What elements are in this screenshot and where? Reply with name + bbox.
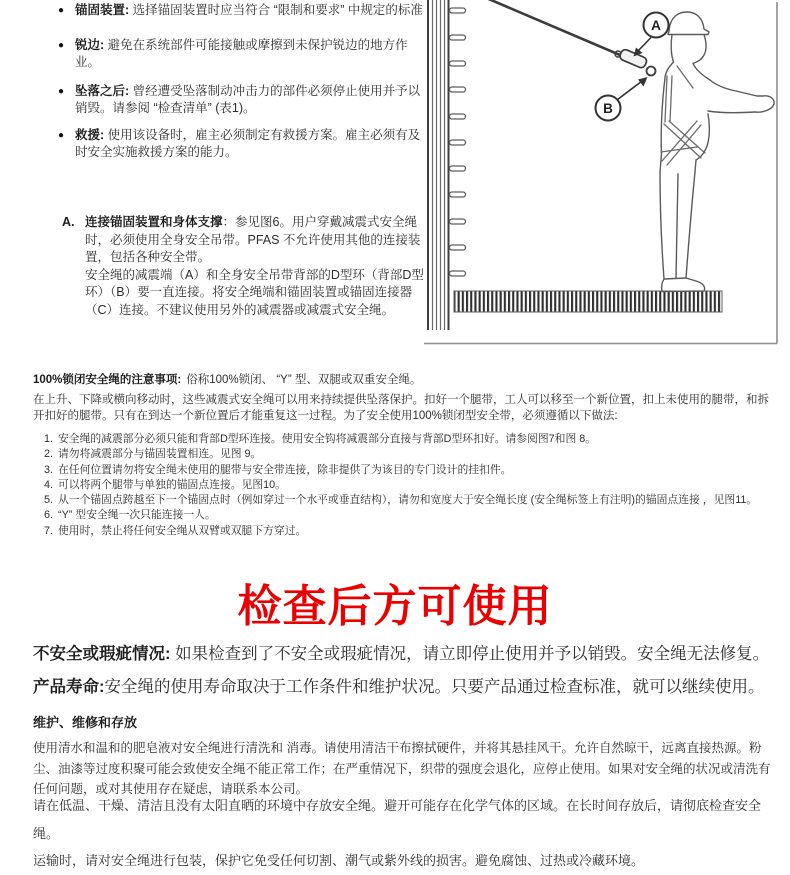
section-a-paragraph-1 [85,214,428,267]
bullet-lead: 救援: [75,128,105,142]
bullet-lead: 锚固装置: [75,3,130,17]
ground-hatch [454,291,722,312]
bullet-text [75,37,430,71]
leg-inner [676,174,678,278]
product-lifespan-line [33,677,781,698]
notice-intro: 俗称100%锁闭、 “Y” 型、双腿或双重安全绳。 [186,374,422,386]
shock-absorber [619,48,648,69]
callout-a [634,13,669,57]
arrowhead-b [638,77,648,87]
notice-rule-list [33,432,780,539]
hard-hat [668,12,709,35]
rule-item-5: 5. 从一个锚固点跨越至下一个锚固点时（例如穿过一个水平或垂直结构），请勿和宽度大于安全绳长度 (安全绳标签上有注明)的锚固点连接 ，见图11。 [56,493,780,508]
bullet-text [75,2,423,19]
boot [662,278,705,292]
notice-heading-line [33,372,780,388]
bullet-icon: ● [58,130,65,141]
callout-b [596,77,648,121]
bullet-lead: 锐边: [75,38,105,52]
defect-lead: 不安全或瑕疵情况: [33,645,171,663]
inspection-warning-banner: 检查后方可使用 [237,582,553,631]
snap-hook [647,67,656,76]
defect-text: 如果检查到了不安全或瑕疵情况，请立即停止使用并予以销毁。安全绳无法修复。 [175,645,770,663]
section-a-text: ：参见图6。用户穿戴减震式安全绳时，必须使用全身安全吊带。PFAS 不允许使用其他的连接装置，包括各种安全带。 [85,215,421,264]
lifespan-lead: 产品寿命: [33,678,105,696]
bullet-rescue [58,127,430,161]
rule-item-3: 3. 在任何位置请勿将安全绳未使用的腿带与安全带连接，除非提供了为该目的专门设计的挂扣件。 [56,463,780,478]
leg-back [660,172,664,279]
harness-figure-svg [424,0,782,349]
rule-item-7: 7. 使用时，禁止将任何安全绳从双臂或双腿下方穿过。 [56,524,780,539]
section-a-label: A. [62,215,75,229]
lifespan-text: 安全绳的使用寿命取决于工作条件和维护状况。只要产品通过检查标准，就可以继续使用。 [104,678,765,696]
rule-item-1: 1. 安全绳的减震部分必须只能和背部D型环连接。使用安全钩将减震部分直接与背部D型环扣好。请参阅图7和图 8。 [56,432,780,447]
bullet-body: 选择锚固装置时应当符合 “限制和要求” 中规定的标准 [132,3,423,17]
rule-item-4: 4. 可以将两个腿带与单独的锚固点连接。见图10。 [56,478,780,493]
section-a-content [85,214,428,319]
storage-paragraph: 请在低温、干燥、清洁且没有太阳直晒的环境中存放安全绳。避开可能存在化学气体的区域。在长时间存放后，请彻底检查安全绳。 [33,798,762,841]
label-b-text: B [603,101,613,116]
bullet-sharp-edge [58,37,430,71]
section-a-connection [62,214,428,319]
head-back [671,35,673,63]
neck-front [693,64,710,81]
maintenance-heading: 维护、维修和存放 [33,715,138,730]
bullet-after-fall [58,83,430,117]
torso-front [695,114,709,172]
bullet-icon: ● [58,40,65,51]
leg-front [686,172,695,278]
notice-heading: 100%锁闭安全绳的注意事项: [33,374,182,386]
arm-bottom [708,111,755,113]
storage-transport-section [33,792,778,875]
section-a-lead: 连接锚固装置和身体支撑 [85,215,223,229]
bullet-lead: 坠落之后: [75,84,130,98]
bullet-body: 曾经遭受坠落制动冲击力的部件必须停止使用并予以销毁。请参阅 “检查清单” (表1)。 [75,84,421,115]
maintenance-paragraph: 使用清水和温和的肥皂液对安全绳进行清洗和 消毒。请使用清洁干布擦拭硬件，并将其悬挂风干。允许自然晾干，远离直接热源。粉尘、油漆等过度积聚可能会致使安全绳不能正常工作；在严重情况下，织带的强度会退化，应停止使用。如果对安全绳的状况或清洗有任何问题，或对其使用存在疑虑，请联系本公司。 [33,741,771,796]
precaution-bullet-list [58,2,430,161]
defect-condition-line [33,644,781,665]
figure-6-illustration [424,0,782,349]
section-a-paragraph-2: 安全绳的减震端（A）和全身安全吊带背部的D型环（背部D型环）（B）要一直连接。将安全绳端和锚固装置或锚固连接器（C）连接。不建议使用另外的减震器或减震式安全绳。 [85,267,424,317]
bullet-text [75,127,430,161]
lanyard-rope [484,0,656,76]
transport-paragraph: 运输时，请对安全绳进行包装，保护它免受任何切割、潮气或紫外线的损害。避免腐蚀、过热或冷藏环境。 [33,853,645,868]
rule-item-6: 6. “Y” 型安全绳一次只能连接一人。 [56,508,780,523]
notice-paragraph: 在上升、下降或横向移动时，这些减震式安全绳可以用来持续提供坠落保护。扣好一个腿带，工人可以移至一个新位置，扣上未使用的腿带，和拆开扣好的腿带。只有在到达一个新位置后才能重复这一过程。为了安全使用100%锁闭型安全带，必须遵循以下做法: [33,394,769,422]
bullet-body: 避免在系统部件可能接触或摩擦到未保护锐边的地方作业。 [75,38,408,69]
bullet-icon: ● [58,86,65,97]
bullet-text [75,83,430,117]
bullet-body: 使用该设备时，雇主必须制定有救援方案。雇主必须有及时安全实施救援方案的能力。 [75,128,421,159]
bullet-icon: ● [58,5,65,16]
harness-straps [661,66,705,165]
steel-column [428,0,466,330]
column-rungs [450,8,466,276]
notice-100-percent-section [33,372,780,539]
rule-item-2: 2. 请勿将减震部分与锚固装置相连。见图 9。 [56,447,780,462]
hand [755,96,774,112]
label-a-text: A [651,18,661,33]
head-profile [693,35,706,64]
arm-top [710,80,757,96]
worker-figure [660,12,774,292]
bullet-anchorage [58,2,430,19]
